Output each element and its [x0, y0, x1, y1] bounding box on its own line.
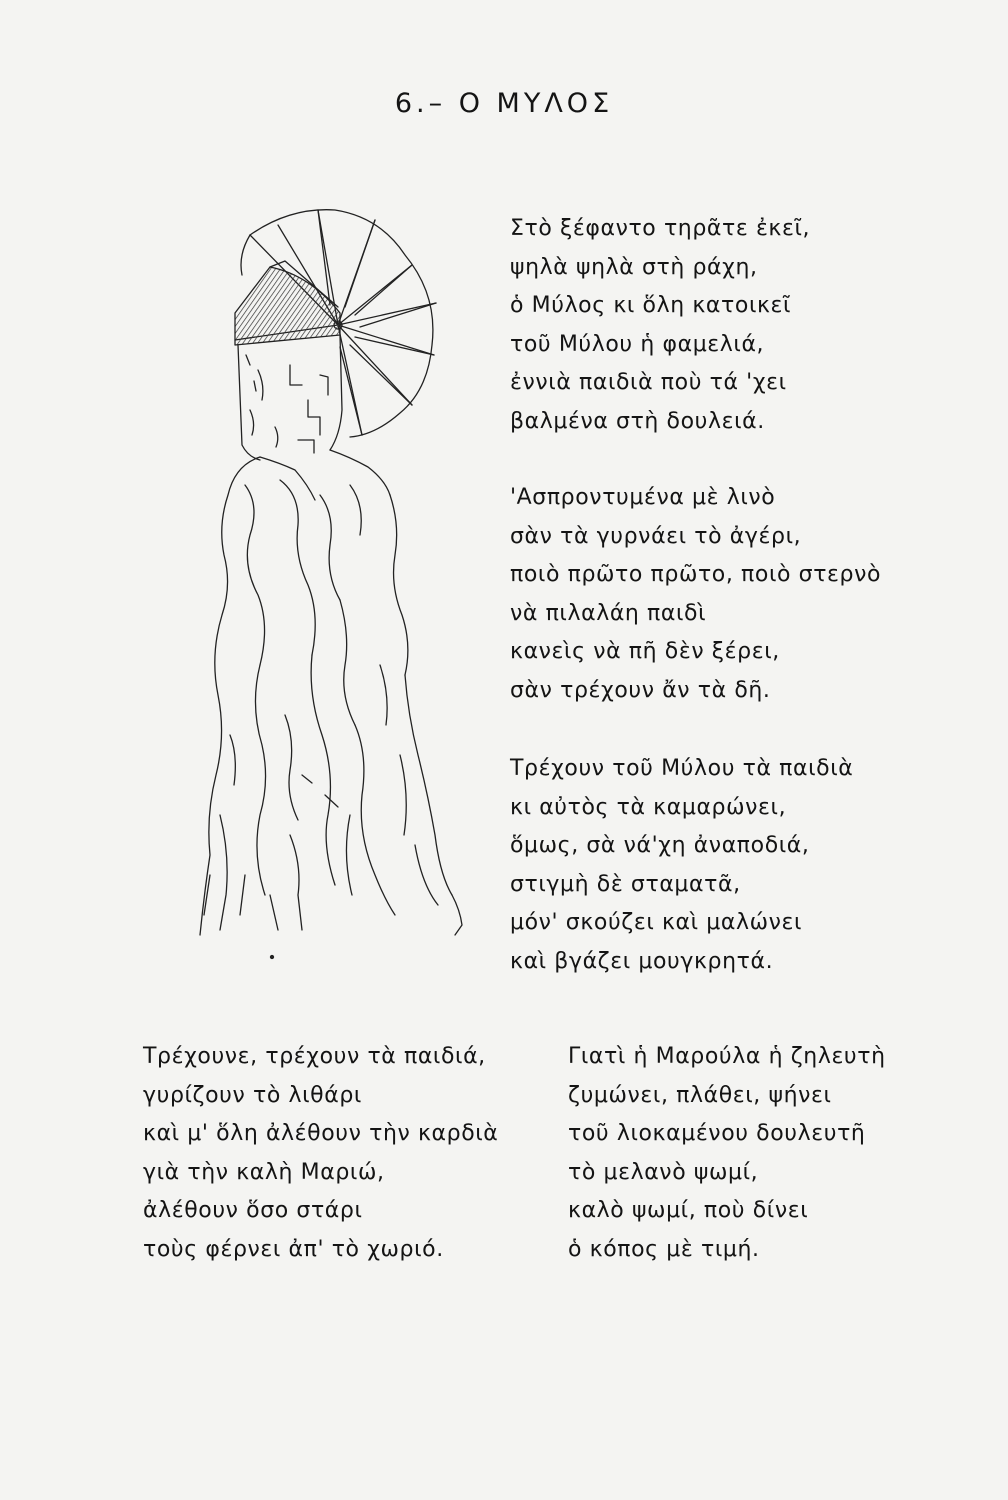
verse-line: ὁ κόπος μὲ τιμή.: [568, 1236, 760, 1262]
verse-line: ἐννιὰ παιδιὰ ποὺ τά 'χει: [510, 370, 787, 395]
verse-line: τὸ μελανὸ ψωμί,: [568, 1159, 759, 1185]
verse-line: τοῦ λιοκαμένου δουλευτῆ: [568, 1121, 866, 1146]
verse-line: 'Ασπροντυμένα μὲ λινὸ: [510, 485, 776, 510]
verse-line: ζυμώνει, πλάθει, ψήνει: [568, 1082, 832, 1108]
verse-line: τοῦ Μύλου ἡ φαμελιά,: [510, 331, 765, 357]
verse-line: ὁ Μύλος κι ὅλη κατοικεῖ: [510, 293, 792, 318]
verse-line: γιὰ τὴν καλὴ Μαριώ,: [143, 1159, 385, 1185]
verse-line: νὰ πιλαλάη παιδὶ: [510, 600, 707, 626]
verse-line: Τρέχουν τοῦ Μύλου τὰ παιδιὰ: [510, 756, 854, 781]
verse-line: βαλμένα στὴ δουλειά.: [510, 408, 765, 434]
verse-line: Στὸ ξέφαντο τηρᾶτε ἐκεῖ,: [510, 216, 811, 241]
verse-line: ψηλὰ ψηλὰ στὴ ράχη,: [510, 254, 758, 280]
stanza-5: [568, 1038, 886, 1269]
verse-line: κανεὶς νὰ πῆ δὲν ξέρει,: [510, 639, 780, 664]
stanza-3: [510, 750, 853, 981]
verse-line: ποιὸ πρῶτο πρῶτο, ποιὸ στερνὸ: [510, 562, 882, 587]
stanza-4: [143, 1038, 498, 1269]
stanza-2: [510, 479, 881, 710]
poem-title: 6.– Ο ΜΥΛΟΣ: [394, 88, 614, 119]
verse-line: Τρέχουνε, τρέχουν τὰ παιδιά,: [143, 1044, 486, 1069]
verse-line: καὶ βγάζει μουγκρητά.: [510, 948, 774, 974]
verse-line: ὅμως, σὰ νά'χη ἀναποδιά,: [510, 833, 810, 858]
verse-line: καλὸ ψωμί, ποὺ δίνει: [568, 1198, 809, 1223]
stanza-1: [510, 210, 810, 441]
windmill-on-rock-drawing: [190, 195, 490, 975]
verse-line: σὰν τὰ γυρνάει τὸ ἀγέρι,: [510, 523, 802, 549]
verse-line: κι αὐτὸς τὰ καμαρώνει,: [510, 794, 787, 820]
verse-line: μόν' σκούζει καὶ μαλώνει: [510, 910, 803, 935]
verse-line: Γιατὶ ἡ Μαρούλα ἡ ζηλευτὴ: [568, 1044, 886, 1069]
verse-line: καὶ μ' ὅλη ἀλέθουν τὴν καρδιὰ: [143, 1121, 499, 1146]
verse-line: σὰν τρέχουν ἄν τὰ δῆ.: [510, 677, 771, 703]
verse-line: τοὺς φέρνει ἀπ' τὸ χωριό.: [143, 1236, 444, 1262]
verse-line: ἀλέθουν ὅσο στάρι: [143, 1198, 363, 1223]
verse-line: γυρίζουν τὸ λιθάρι: [143, 1082, 362, 1108]
verse-line: στιγμὴ δὲ σταματᾶ,: [510, 871, 741, 897]
